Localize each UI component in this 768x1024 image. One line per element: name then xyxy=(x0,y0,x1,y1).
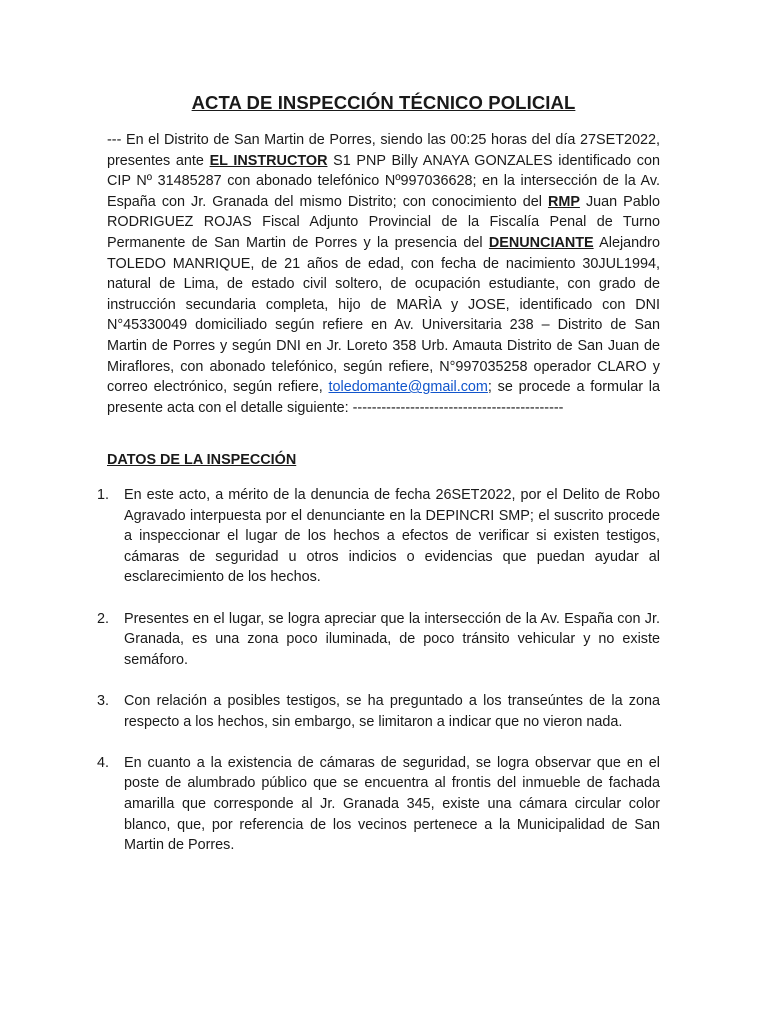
intro-text-4: Alejandro TOLEDO MANRIQUE, de 21 años de edad, con fecha de nacimiento 30JUL1994, natural de Lima, de estado civil soltero, de ocupación estudiante, con grado de instrucción secundaria completa, hijo de MARÌA y JOSE, identificado con DNI N°45330049 domiciliado según refiere en Av. Universitaria 238 – Distrito de San Martin de Porres y según DNI en Jr. Loreto 358 Urb. Amauta Distrito de San Juan de Miraflores, con abonado telefónico, según refiere, N°997035258 operador CLARO y correo electrónico, según refiere, xyxy=(107,234,660,396)
list-item-text: Presentes en el lugar, se logra apreciar que la intersección de la Av. España con Jr. Granada, es una zona poco iluminada, de poco tránsito vehicular y no existe semáforo. xyxy=(124,610,660,668)
inspection-list xyxy=(97,485,660,876)
list-item-number: 4. xyxy=(97,754,110,771)
intro-text-5: ; se procede a formular la presente acta con el detalle siguiente: -------------------------------------------- xyxy=(107,379,660,416)
list-item xyxy=(97,609,660,671)
section-heading: DATOS DE LA INSPECCIÓN xyxy=(107,452,297,468)
list-item-number: 2. xyxy=(97,610,110,627)
denunciante-label: DENUNCIANTE xyxy=(488,234,594,251)
list-item-number: 3. xyxy=(97,692,110,709)
list-item-text: Con relación a posibles testigos, se ha preguntado a los transeúntes de la zona respecto a los hechos, sin embargo, se limitaron a indicar que no vieron nada. xyxy=(124,692,660,730)
intro-text-3: Juan Pablo RODRIGUEZ ROJAS Fiscal Adjunto Provincial de la Fiscalía Penal de Turno Permanente de San Martin de Porres y la presencia del xyxy=(107,193,660,251)
list-item xyxy=(97,753,660,856)
list-item xyxy=(97,691,660,732)
list-item-text: En cuanto a la existencia de cámaras de seguridad, se logra observar que en el poste de alumbrado público que se encuentra al frontis del inmueble de fachada amarilla que corresponde al Jr. Granada 345, existe una cámara circular color blanco, que, por referencia de los vecinos pertenece a la Municipalidad de San Martin de Porres. xyxy=(124,754,660,854)
instructor-label: EL INSTRUCTOR xyxy=(209,152,328,169)
intro-text-2: S1 PNP Billy ANAYA GONZALES identificado con CIP Nº 31485287 con abonado telefónico Nº997036628; en la intersección de la Av. España con Jr. Granada del mismo Distrito; con conocimiento del xyxy=(107,152,660,210)
list-item xyxy=(97,485,660,588)
list-item-number: 1. xyxy=(97,487,110,503)
rmp-label: RMP xyxy=(547,193,580,210)
intro-text-1: --- En el Distrito de San Martin de Porres, siendo las 00:25 horas del día 27SET2022, presentes ante xyxy=(107,132,660,169)
intro-paragraph xyxy=(107,130,660,418)
list-item-text: En este acto, a mérito de la denuncia de fecha 26SET2022, por el Delito de Robo Agravado interpuesta por el denunciante en la DEPINCRI SMP; el suscrito procede a inspeccionar el lugar de los hechos a efectos de verificar si existen testigos, cámaras de seguridad u otros indicios o evidencias que puedan ayudar al esclarecimiento de los hechos. xyxy=(124,487,660,586)
document-title: ACTA DE INSPECCIÓN TÉCNICO POLICIAL xyxy=(191,92,576,113)
email-link[interactable]: toledomante@gmail.com xyxy=(328,379,488,396)
